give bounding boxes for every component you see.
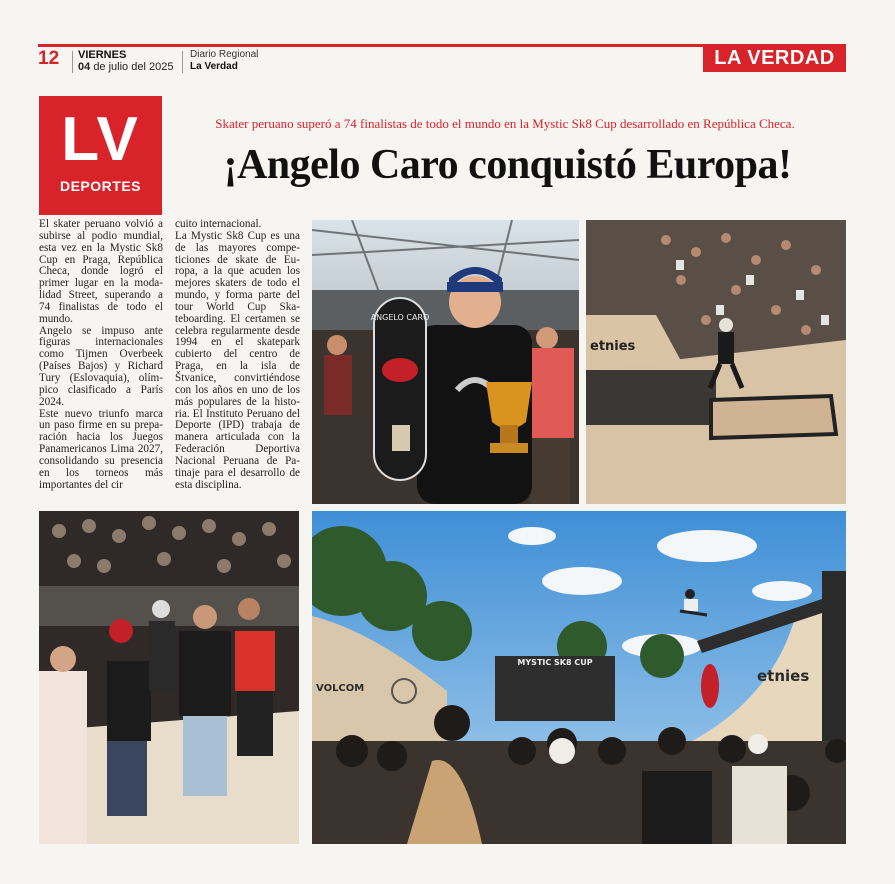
header-date-day: 04	[78, 61, 91, 73]
volcom-ramp-text: VOLCOM	[316, 683, 365, 694]
header-divider-2	[182, 51, 183, 73]
photo-grandstand-ledge	[586, 220, 846, 504]
section-logo-letters: LV	[61, 105, 140, 174]
header-weekday: VIERNES	[78, 49, 127, 61]
article-kicker: Skater peruano superó a 74 finalistas de todo el mundo en la Mystic Sk8 Cup desarrollado en República Checa.	[215, 116, 795, 131]
header-date-rest: de julio del 2025	[93, 61, 174, 73]
ramp-banner-text: etnies	[590, 339, 636, 354]
header-divider	[72, 51, 73, 73]
paragraph: La Mystic Sk8 Cup es una de las mayores competiciones de skate de Europa, a la que acuden los mejores skaters de todo el mundo, y forma parte del tour World Cup Skateboarding. El certamen se celebra regularmente desde 1994 en el skatepark cubierto del centro de Praga, en la isla de Štvanice, convirtiéndose con los años en uno de los más populares de la historia. El Instituto Peruano del Deporte (IPD) trabaja de manera articulada con la Federación Deportiva Nacional Peruana de Patinaje para el desarrollo de esta disciplina.	[175, 229, 300, 491]
photo-halfpipe-event	[312, 511, 846, 844]
paper-name-line2: La Verdad	[190, 61, 238, 72]
paragraph: Este nuevo triunfo marca un paso firme en su preparación hacia los Juegos Panamericanos Lima 2027, consolidando su presencia en los torneos más importantes del cir	[39, 407, 163, 491]
photo-winner-trophy	[312, 220, 579, 504]
paper-name-line1: Diario Regional	[190, 49, 259, 60]
halfpipe-text: etnies	[757, 667, 810, 685]
skateboard-text: ANGELO CARO	[370, 313, 430, 322]
paragraph: cuito internacional.	[175, 218, 262, 230]
article-column-1	[39, 219, 163, 491]
article-column-2	[175, 219, 300, 491]
article-headline: ¡Angelo Caro conquistó Europa!	[223, 142, 792, 188]
paragraph: Angelo se impuso ante figuras internacionales como Tijmen Overbeek (Países Bajos) y Richard Tury (Eslovaquia), olímpico clasificado a París 2024.	[39, 324, 163, 408]
section-logo-label: DEPORTES	[59, 178, 141, 194]
stage-sign-text: MYSTIC SK8 CUP	[517, 658, 593, 667]
brand-masthead: LA VERDAD	[703, 45, 846, 72]
page-number: 12	[38, 48, 60, 69]
photo-celebration-crowd	[39, 511, 299, 844]
paragraph: El skater peruano volvió a subirse al podio mundial, esta vez en la Mystic Sk8 Cup en Praga, República Checa, donde logró el primer lugar en la modalidad Street, superando a 74 finalistas de todo el mundo.	[39, 218, 163, 325]
header-date	[78, 61, 173, 73]
section-logo	[39, 96, 162, 215]
